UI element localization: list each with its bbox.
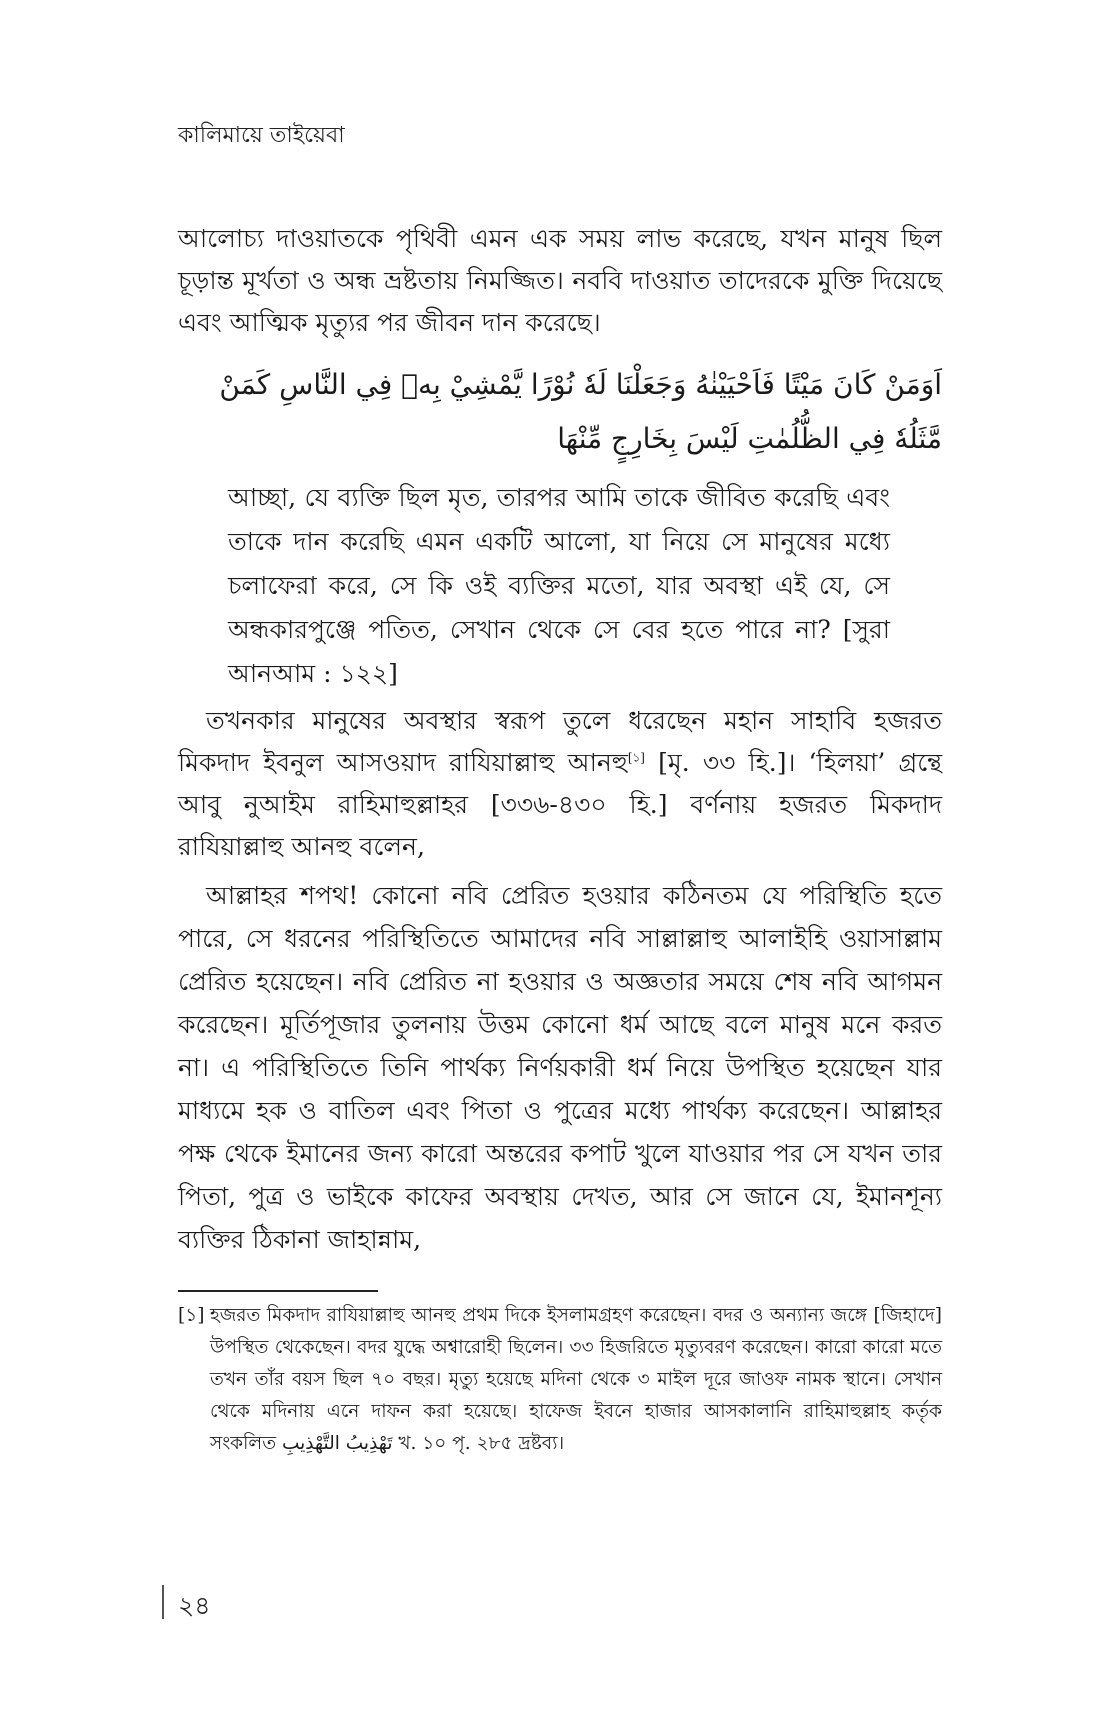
footnote-body — [210, 1300, 942, 1460]
body-paragraph-context — [178, 700, 942, 868]
footnote-divider — [178, 1290, 378, 1292]
running-header: কালিমায়ে তাইয়েবা — [178, 123, 345, 148]
footnote-reference[interactable]: [১] — [627, 750, 645, 765]
footnote-arabic-book-title: تَهْذِيبُ التَّهْذِيبِ — [281, 1433, 393, 1454]
footnote-marker: [১] — [178, 1305, 205, 1326]
body-paragraph-quote: আল্লাহর শপথ! কোনো নবি প্রেরিত হওয়ার কঠিনতম যে পরিস্থিতি হতে পারে, সে ধরনের পরিস্থিতিতে আমাদের নবি সাল্লাল্লাহু আলাইহি ওয়াসাল্লাম প্রেরিত হয়েছেন। নবি প্রেরিত না হওয়ার ও অজ্ঞতার সময়ে শেষ নবি আগমন করেছেন। মূর্তিপূজার তুলনায় উত্তম কোনো ধর্ম আছে বলে মানুষ মনে করত না। এ পরিস্থিতিতে তিনি পার্থক্য নির্ণয়কারী ধর্ম নিয়ে উপস্থিত হয়েছেন যার মাধ্যমে হক ও বাতিল এবং পিতা ও পুত্রের মধ্যে পার্থক্য করেছেন। আল্লাহর পক্ষ থেকে ইমানের জন্য কারো অন্তরের কপাট খুলে যাওয়ার পর সে যখন তার পিতা, পুত্র ও ভাইকে কাফের অবস্থায় দেখত, আর সে জানে যে, ইমানশূন্য ব্যক্তির ঠিকানা জাহান্নাম, — [178, 881, 942, 1254]
context-text-start: তখনকার মানুষের অবস্থার স্বরূপ তুলে ধরেছেন মহান সাহাবি হজরত মিকদাদ ইবনুল আসওয়াদ রাযিয়াল্লাহু আনহু — [178, 706, 942, 777]
footnote — [178, 1300, 942, 1460]
context-text-end: [মৃ. ৩৩ হি.]। ‘হিলয়া’ গ্রন্থে আবু নুআইম রাহিমাহুল্লাহর [৩৩৬-৪৩০ হি.] বর্ণনায় হজরত মিকদাদ রাযিয়াল্লাহু আনহু বলেন, — [178, 748, 942, 861]
quran-verse-arabic: اَوَمَنْ كَانَ مَيْتًا فَاَحْيَيْنٰهُ وَجَعَلْنَا لَهٗ نُوْرًا يَّمْشِيْ بِهٖ فِي النَّاسِ كَمَنْ مَّثَلُهٗ فِي الظُّلُمٰتِ لَيْسَ بِخَارِجٍ مِّنْهَا — [219, 368, 942, 455]
footnote-text-start: হজরত মিকদাদ রাযিয়াল্লাহু আনহু প্রথম দিকে ইসলামগ্রহণ করেছেন। বদর ও অন্যান্য জঙ্গে [জিহাদে] উপস্থিত থেকেছেন। বদর যুদ্ধে অশ্বারোহী ছিলেন। ৩৩ হিজরিতে মৃত্যুবরণ করেছেন। কারো কারো মতে তখন তাঁর বয়স ছিল ৭০ বছর। মৃত্যু হয়েছে মদিনা থেকে ৩ মাইল দূরে জাওফ নামক স্থানে। সেখান থেকে মদিনায় এনে দাফন করা হয়েছে। হাফেজ ইবনে হাজার আসকালানি রাহিমাহুল্লাহ কর্তৃক সংকলিত — [210, 1305, 942, 1454]
page-number-rule — [162, 1585, 164, 1619]
quran-verse-translation: আচ্ছা, যে ব্যক্তি ছিল মৃত, তারপর আমি তাকে জীবিত করেছি এবং তাকে দান করেছি এমন একটি আলো, যা নিয়ে সে মানুষের মধ্যে চলাফেরা করে, সে কি ওই ব্যক্তির মতো, যার অবস্থা এই যে, সে অন্ধকারপুঞ্জে পতিত, সেখান থেকে সে বের হতে পারে না? [সুরা আনআম : ১২২] — [228, 483, 890, 688]
body-paragraph-intro: আলোচ্য দাওয়াতকে পৃথিবী এমন এক সময় লাভ করেছে, যখন মানুষ ছিল চূড়ান্ত মূর্খতা ও অন্ধ ভ্রষ্টতায় নিমজ্জিত। নববি দাওয়াত তাদেরকে মুক্তি দিয়েছে এবং আত্মিক মৃত্যুর পর জীবন দান করেছে। — [178, 224, 942, 337]
footnote-text-end: খ. ১০ পৃ. ২৮৫ দ্রষ্টব্য। — [392, 1433, 565, 1454]
page-number: ২৪ — [178, 1591, 211, 1620]
